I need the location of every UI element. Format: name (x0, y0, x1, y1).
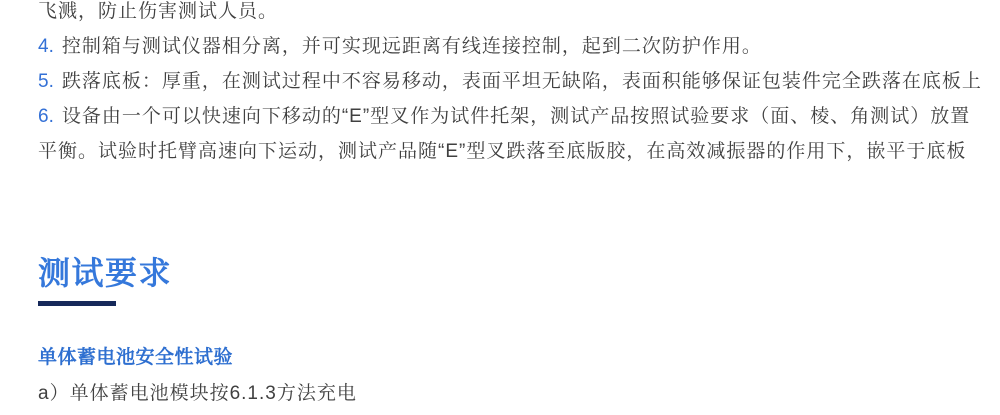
device-description-list (38, 0, 988, 169)
description-line (38, 134, 988, 169)
description-line-text: 跌落底板：厚重，在测试过程中不容易移动，表面平坦无缺陷，表面积能够保证包装件完全跌落在底板上 (61, 71, 982, 92)
list-number: 4. (38, 36, 54, 57)
list-number: 6. (38, 106, 54, 127)
list-number: 5. (38, 71, 54, 92)
test-step-a: a）单体蓄电池模块按6.1.3方法充电 (38, 383, 357, 404)
description-line (38, 99, 988, 134)
description-line-text: 平衡。试验时托臂高速向下运动，测试产品随“E”型叉跌落至底版胶，在高效减振器的作用下，嵌平于底板 (38, 141, 967, 162)
description-line-text: 控制箱与测试仪器相分离，并可实现远距离有线连接控制，起到二次防护作用。 (61, 36, 762, 57)
section-heading-test-requirements: 测试要求 (38, 255, 173, 291)
subheading-single-battery-safety-test: 单体蓄电池安全性试验 (38, 347, 234, 368)
description-line (38, 64, 988, 99)
description-line (38, 0, 988, 29)
description-line (38, 29, 988, 64)
description-line-text: 飞溅，防止伤害测试人员。 (38, 1, 279, 22)
heading-underline-bar (38, 301, 116, 306)
description-line-text: 设备由一个可以快速向下移动的“E”型叉作为试件托架，测试产品按照试验要求（面、棱、角测试）放置 (61, 106, 971, 127)
